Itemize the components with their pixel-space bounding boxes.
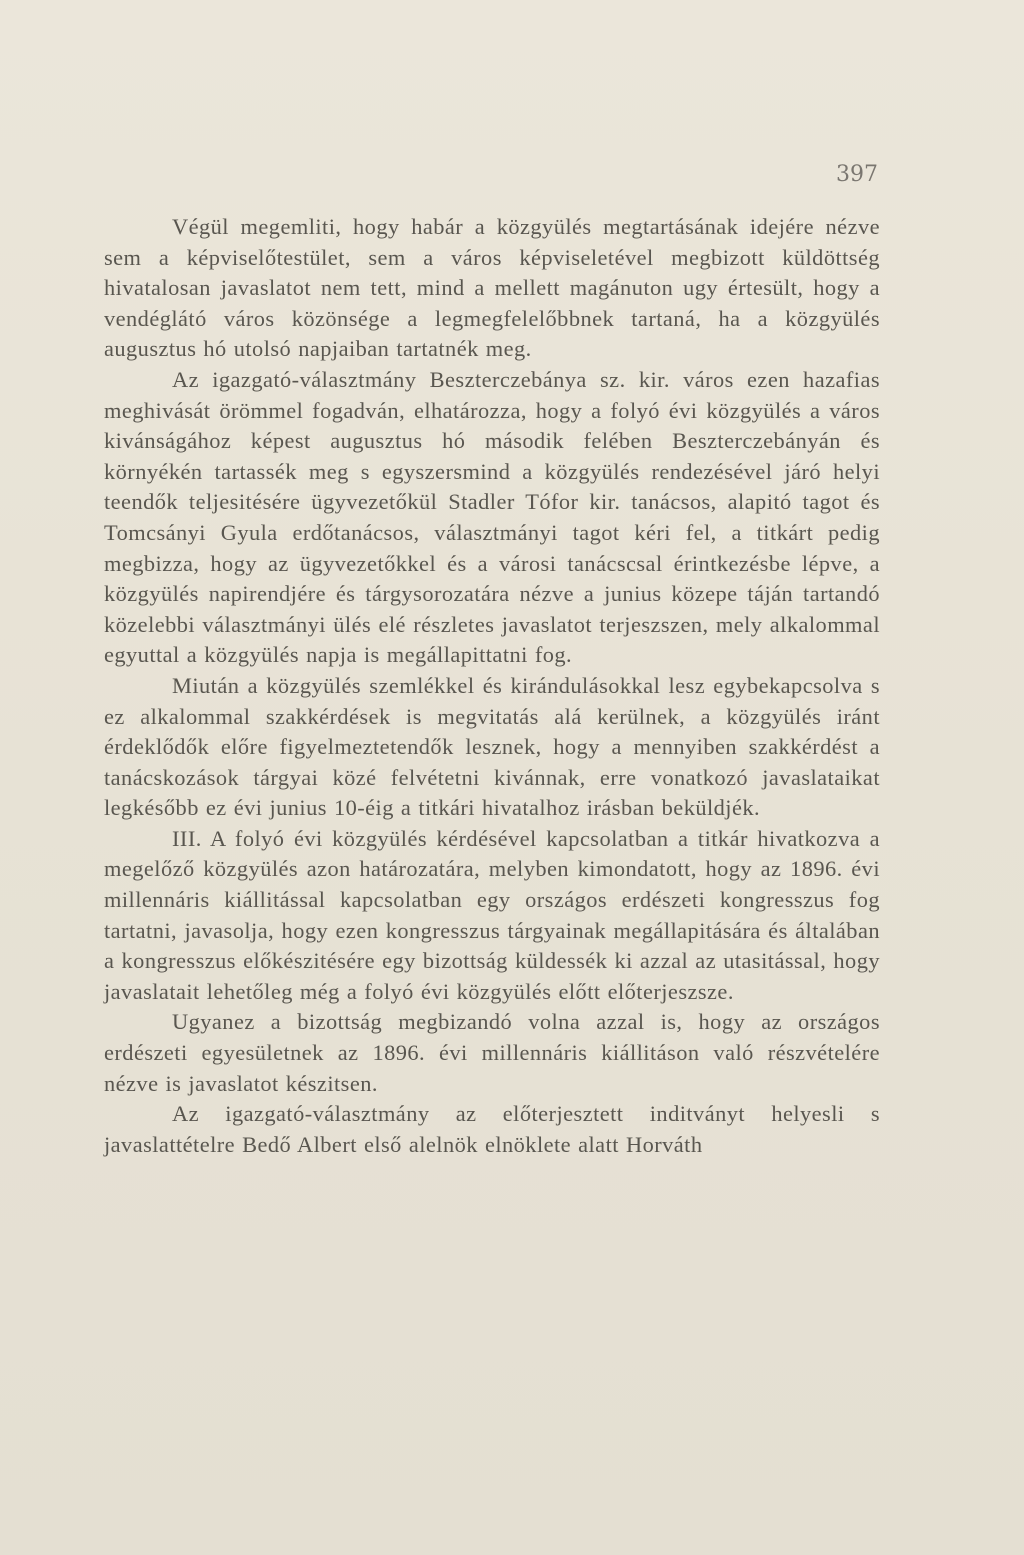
paragraph: Végül megemliti, hogy habár a közgyülés megtartásának idejére nézve sem a képviselőtestület, sem a város képviseletével megbizott küldöttség hivatalosan javaslatot nem tett, mind a mellett magánuton ugy értesült, hogy a vendéglátó város közönsége a legmegfelelőbbnek tartaná, ha a közgyülés augusztus hó utolsó napjaiban tartatnék meg. (104, 214, 880, 362)
page-number: 397 (836, 162, 878, 187)
paragraph: III. A folyó évi közgyülés kérdésével kapcsolatban a titkár hivatkozva a megelőző közgyülés azon határozatára, melyben kimondatott, hogy az 1896. évi millennáris kiállitással kapcsolatban egy országos erdészeti kongresszus fog tartatni, javasolja, hogy ezen kongresszus tárgyainak megállapitására és általában a kongresszus előkészitésére egy bizottság küldessék ki azzal az utasitással, hogy javaslatait lehetőleg még a folyó évi közgyülés előtt előterjeszsze. (104, 825, 880, 1004)
body-text (104, 212, 880, 1160)
paragraph: Az igazgató-választmány Beszterczebánya sz. kir. város ezen hazafias meghivását örömmel fogadván, elhatározza, hogy a folyó évi közgyülés a város kivánságához képest augusztus hó második felében Beszterczebányán és környékén tartassék meg s egyszersmind a közgyülés rendezésével járó helyi teendők teljesitésére ügyvezetőkül Stadler Tófor kir. tanácsos, alapitó tagot és Tomcsányi Gyula erdőtanácsos, választmányi tagot kéri fel, a titkárt pedig megbizza, hogy az ügyvezetőkkel és a városi tanácscsal érintkezésbe lépve, a közgyülés napirendjére és tárgysorozatára nézve a junius közepe táján tartandó közelebbi választmányi ülés elé részletes javaslatot terjeszszen, mely alkalommal egyuttal a közgyülés napja is megállapittatni fog. (104, 366, 880, 668)
paragraph: Miután a közgyülés szemlékkel és kirándulásokkal lesz egybekapcsolva s ez alkalommal szakkérdések is megvitatás alá kerülnek, a közgyülés iránt érdeklődők előre figyelmeztetendők lesznek, hogy a mennyiben szakkérdést a tanácskozások tárgyai közé felvétetni kivánnak, erre vonatkozó javaslataikat legkésőbb ez évi junius 10-éig a titkári hivatalhoz irásban beküldjék. (104, 672, 880, 821)
paragraph: Ugyanez a bizottság megbizandó volna azzal is, hogy az országos erdészeti egyesületnek az 1896. évi millennáris kiállitáson való részvételére nézve is javaslatot készitsen. (104, 1009, 880, 1096)
paragraph: Az igazgató-választmány az előterjesztett inditványt helyesli s javaslattételre Bedő Albert első alelnök elnöklete alatt Horváth (104, 1101, 880, 1157)
